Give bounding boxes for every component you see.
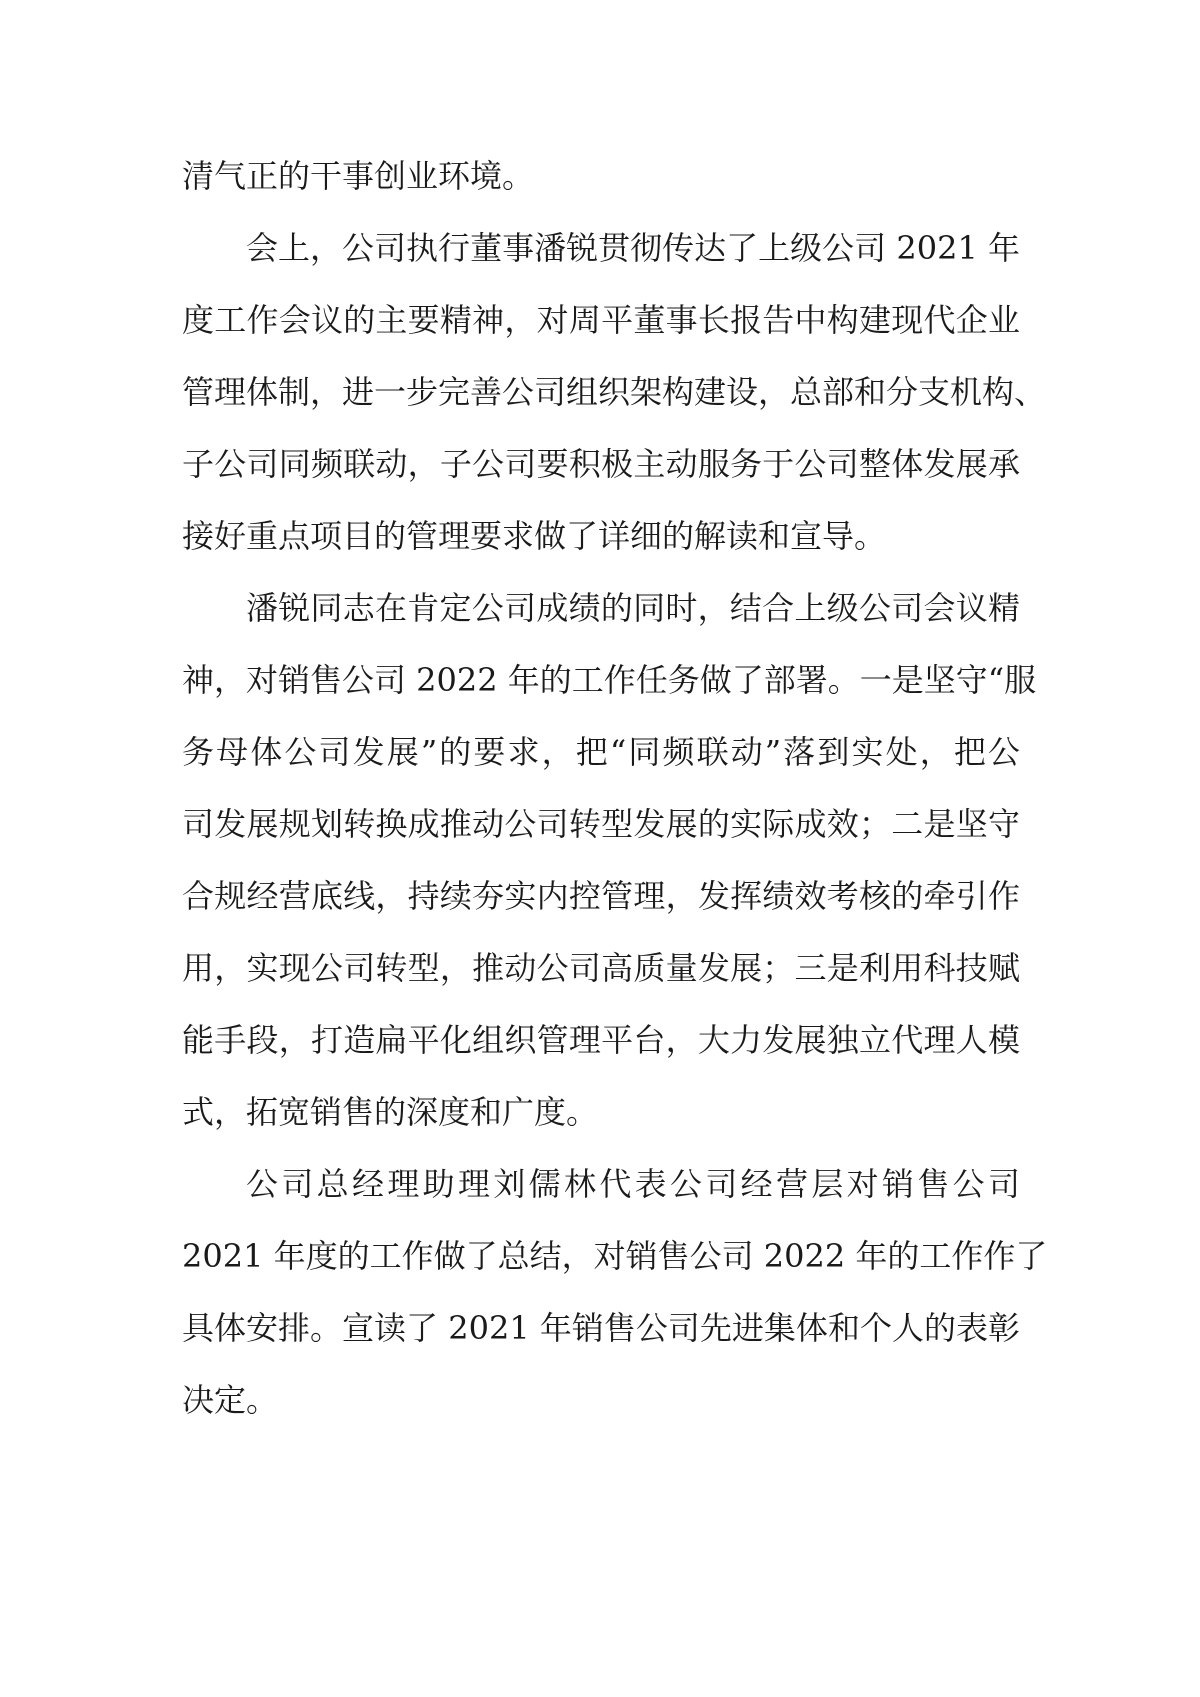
paragraph-line: 用，实现公司转型，推动公司高质量发展；三是利用科技赋 bbox=[182, 949, 1020, 987]
paragraph-line: 式，拓宽销售的深度和广度。 bbox=[182, 1093, 599, 1131]
paragraph-line: 管理体制，进一步完善公司组织架构建设，总部和分支机构、 bbox=[182, 373, 1047, 411]
paragraph-line: 务母体公司发展”的要求，把“同频联动”落到实处，把公 bbox=[182, 733, 1020, 771]
paragraph bbox=[182, 1148, 1048, 1436]
paragraph bbox=[182, 140, 1020, 212]
paragraph-line: 接好重点项目的管理要求做了详细的解读和宣导。 bbox=[182, 517, 887, 555]
paragraph-line: 子公司同频联动，子公司要积极主动服务于公司整体发展承 bbox=[182, 445, 1020, 483]
paragraph-line: 度工作会议的主要精神，对周平董事长报告中构建现代企业 bbox=[182, 301, 1020, 339]
paragraph-line: 会上，公司执行董事潘锐贯彻传达了上级公司 2021 年 bbox=[246, 229, 1020, 267]
paragraph-line: 司发展规划转换成推动公司转型发展的实际成效；二是坚守 bbox=[182, 805, 1020, 843]
document-body bbox=[182, 140, 1048, 1436]
paragraph-line: 公司总经理助理刘儒林代表公司经营层对销售公司 bbox=[246, 1165, 1020, 1203]
paragraph-line: 2021 年度的工作做了总结，对销售公司 2022 年的工作作了 bbox=[182, 1237, 1048, 1275]
paragraph-line: 具体安排。宣读了 2021 年销售公司先进集体和个人的表彰 bbox=[182, 1309, 1020, 1347]
paragraph-line: 能手段，打造扁平化组织管理平台，大力发展独立代理人模 bbox=[182, 1021, 1020, 1059]
paragraph bbox=[182, 212, 1047, 572]
paragraph-line: 神，对销售公司 2022 年的工作任务做了部署。一是坚守“服 bbox=[182, 661, 1037, 699]
paragraph-line: 合规经营底线，持续夯实内控管理，发挥绩效考核的牵引作 bbox=[182, 877, 1020, 915]
paragraph-line: 决定。 bbox=[182, 1381, 279, 1419]
paragraph-line: 潘锐同志在肯定公司成绩的同时，结合上级公司会议精 bbox=[246, 589, 1020, 627]
paragraph-line: 清气正的干事创业环境。 bbox=[182, 157, 535, 195]
paragraph bbox=[182, 572, 1037, 1148]
